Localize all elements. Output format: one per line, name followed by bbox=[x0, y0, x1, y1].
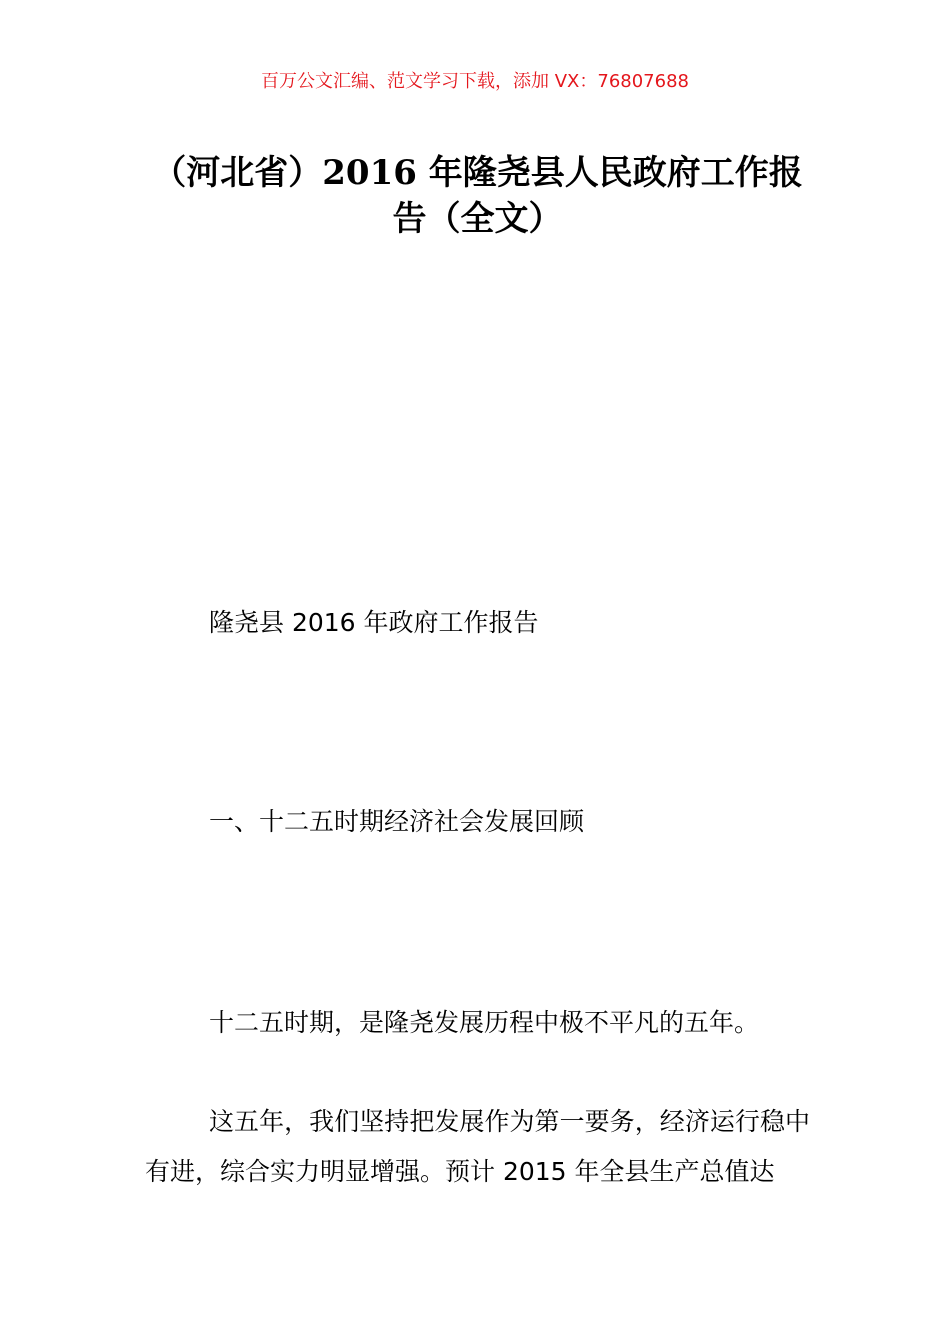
document-title bbox=[145, 150, 810, 242]
document-title-line-2: 告（全文） bbox=[392, 199, 563, 239]
body-paragraph: 十二五时期，是隆尧发展历程中极不平凡的五年。 bbox=[209, 1008, 760, 1037]
section-heading: 一、十二五时期经济社会发展回顾 bbox=[209, 807, 585, 836]
watermark-header-note: 百万公文汇编、范文学习下载，添加 VX：76807688 bbox=[261, 71, 689, 92]
document-title-line-1: （河北省）2016 年隆尧县人民政府工作报 bbox=[152, 153, 803, 193]
report-subtitle: 隆尧县 2016 年政府工作报告 bbox=[209, 608, 539, 637]
body-paragraph: 这五年，我们坚持把发展作为第一要务，经济运行稳中有进，综合实力明显增强。预计 2015 年全县生产总值达 bbox=[145, 1107, 810, 1186]
